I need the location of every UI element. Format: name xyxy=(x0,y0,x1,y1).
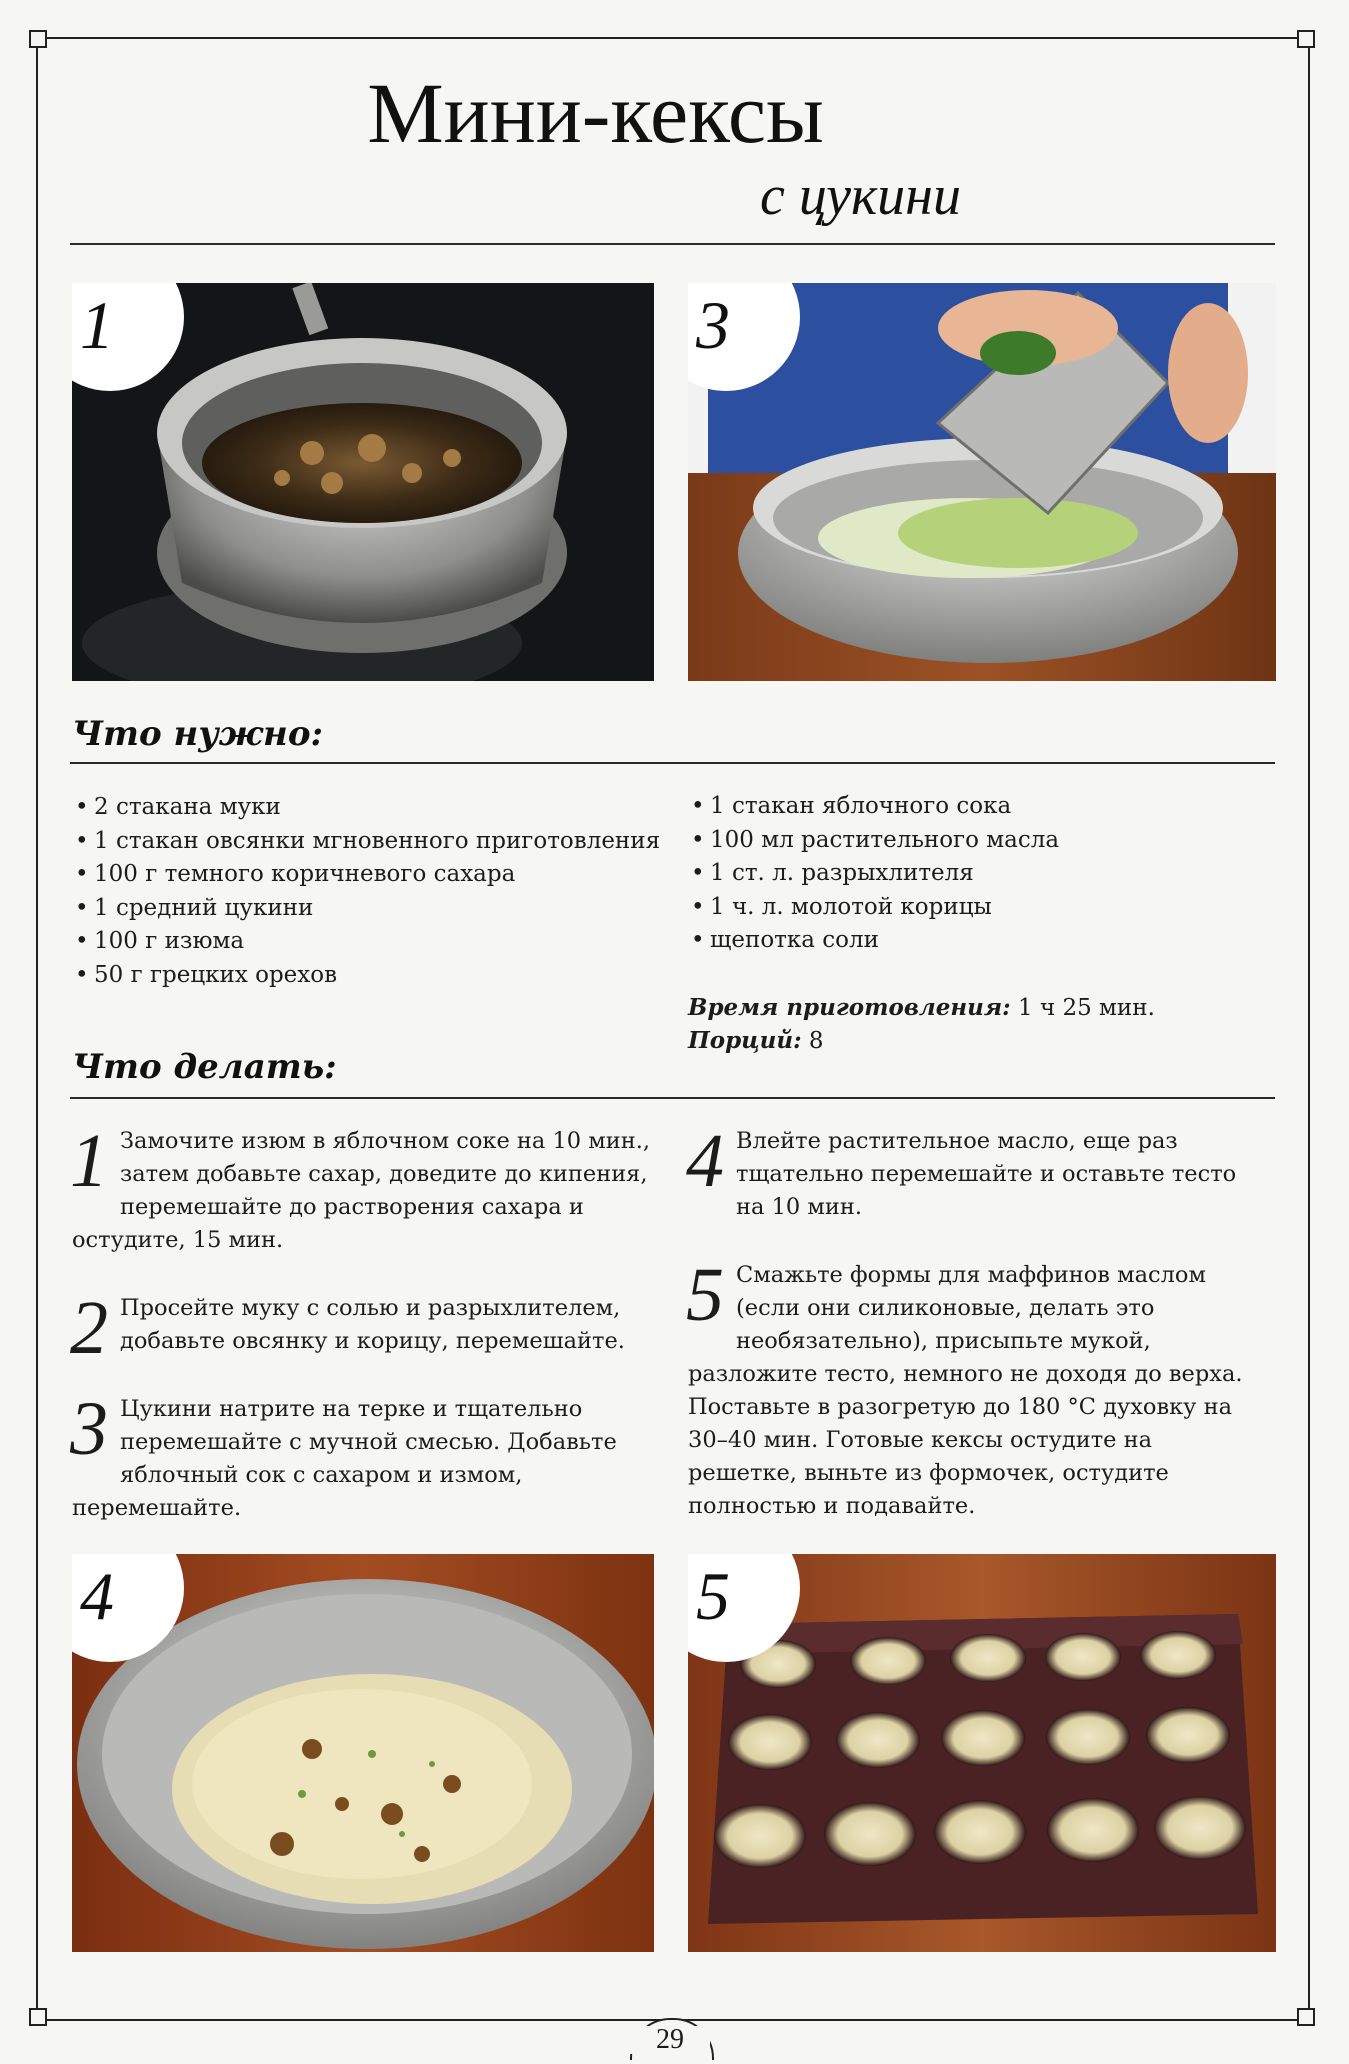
recipe-subtitle: с цукини xyxy=(760,165,961,227)
step-text: Цукини натрите на терке и тщательно перемешайте с мучной смесью. Добавьте яблочный сок с сахаром и измом, перемешайте. xyxy=(72,1396,617,1521)
cooking-time xyxy=(688,991,1155,1025)
step-photo-4 xyxy=(72,1554,654,1952)
step-photo-5 xyxy=(688,1554,1276,1952)
recipe-title: Мини-кексы xyxy=(367,65,824,161)
ingredients-heading: Что нужно: xyxy=(72,714,324,754)
step-number: 5 xyxy=(686,1253,724,1337)
frame-corner-ornament xyxy=(1297,2008,1315,2026)
list-item: • 1 стакан овсянки мгновенного приготовления xyxy=(72,825,660,859)
step-badge: 3 xyxy=(688,283,800,391)
list-item: • 50 г грецких орехов xyxy=(72,959,660,993)
list-item: • 2 стакана муки xyxy=(72,791,660,825)
step-number: 4 xyxy=(686,1119,724,1203)
servings-label: Порций: xyxy=(688,1027,802,1054)
frame-corner-ornament xyxy=(29,30,47,48)
page-number: 29 xyxy=(630,2026,710,2054)
steps-heading: Что делать: xyxy=(72,1047,337,1087)
step-3 xyxy=(70,1387,652,1525)
step-photo-1 xyxy=(72,283,654,681)
step-text: Влейте растительное масло, еще раз тщательно перемешайте и оставьте тесто на 10 мин. xyxy=(736,1128,1237,1220)
list-item: • щепотка соли xyxy=(688,924,1059,958)
frame-corner-ornament xyxy=(29,2008,47,2026)
step-number: 1 xyxy=(70,1119,108,1203)
list-item: • 100 г темного коричневого сахара xyxy=(72,858,660,892)
step-text: Замочите изюм в яблочном соке на 10 мин., затем добавьте сахар, доведите до кипения, перемешайте до растворения сахара и остудите, 15 мин. xyxy=(72,1128,651,1253)
ingredients-list-left xyxy=(72,791,660,992)
servings xyxy=(688,1024,824,1058)
list-item: • 1 средний цукини xyxy=(72,892,660,926)
list-item: • 1 ст. л. разрыхлителя xyxy=(688,857,1059,891)
list-item: • 100 г изюма xyxy=(72,925,660,959)
list-item: • 1 ч. л. молотой корицы xyxy=(688,891,1059,925)
step-photo-3 xyxy=(688,283,1276,681)
frame-corner-ornament xyxy=(1297,30,1315,48)
cooking-time-value: 1 ч 25 мин. xyxy=(1010,995,1155,1021)
step-number: 3 xyxy=(70,1387,108,1471)
cooking-time-label: Время приготовления: xyxy=(688,994,1011,1021)
list-item: • 1 стакан яблочного сока xyxy=(688,790,1059,824)
list-item: • 100 мл растительного масла xyxy=(688,824,1059,858)
step-2 xyxy=(70,1286,652,1370)
step-4 xyxy=(686,1119,1268,1224)
ingredients-divider xyxy=(70,762,1275,764)
title-divider xyxy=(70,243,1275,245)
step-badge: 1 xyxy=(72,283,184,391)
step-number: 2 xyxy=(70,1286,108,1370)
step-1 xyxy=(70,1119,652,1257)
ingredients-list-right xyxy=(688,790,1059,958)
step-badge: 5 xyxy=(688,1554,800,1662)
step-text: Смажьте формы для маффинов маслом (если они силиконовые, делать это необязательно), присыпьте мукой, разложите тесто, немного не доходя до верха. Поставьте в разогретую до 180 °С духовку на 30–40 мин. Готовые кексы остудите на решетке, выньте из формочек, остудите полностью и подавайте. xyxy=(688,1262,1243,1519)
step-5 xyxy=(686,1253,1268,1523)
step-text: Просейте муку с солью и разрыхлителем, добавьте овсянку и корицу, перемешайте. xyxy=(120,1295,625,1354)
servings-value: 8 xyxy=(801,1028,824,1054)
step-badge: 4 xyxy=(72,1554,184,1662)
steps-divider xyxy=(70,1097,1275,1099)
